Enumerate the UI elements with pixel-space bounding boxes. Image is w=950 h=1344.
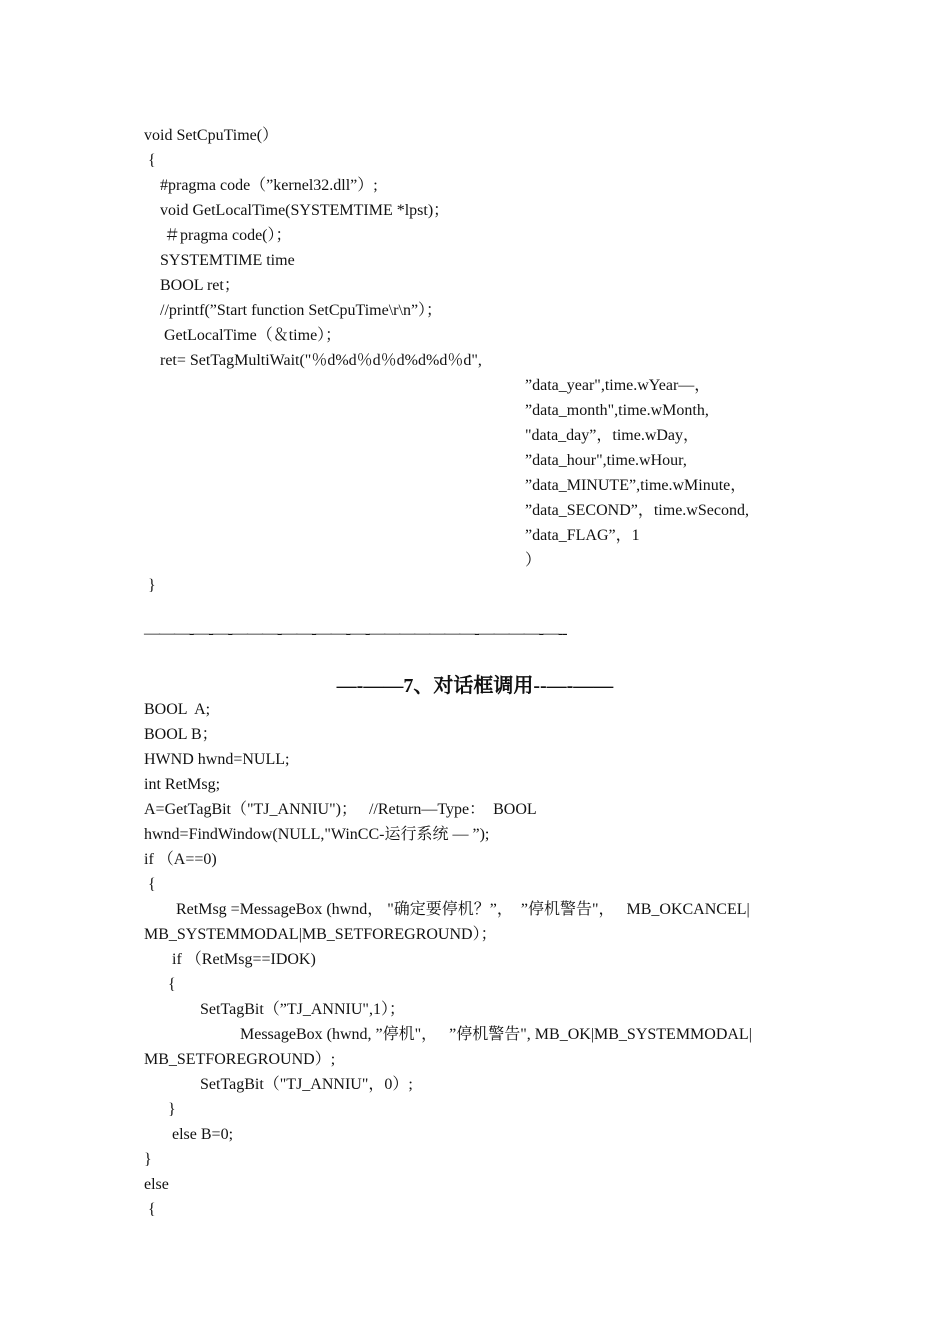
code-line: SYSTEMTIME time xyxy=(144,252,295,269)
code-arg-line: ”data_year",time.wYear—， xyxy=(525,377,711,394)
code-line: } xyxy=(144,577,156,594)
code-line: MessageBox (hwnd, ”停机"， ”停机警告", MB_OK|MB_SYSTEMMODAL| xyxy=(144,1026,752,1043)
code-line: else B=0; xyxy=(144,1126,234,1143)
code-line: { xyxy=(144,976,176,993)
code-line: void GetLocalTime(SYSTEMTIME *lpst)； xyxy=(144,202,450,219)
code-line: void SetCpuTime(） xyxy=(144,127,279,144)
code-line: ＃pragma code(）； xyxy=(144,227,292,244)
code-line: hwnd=FindWindow(NULL,"WinCC-运行系统 — ”); xyxy=(144,826,490,843)
section-heading: —-——7、对话框调用--—-—— xyxy=(336,675,614,697)
code-line: } xyxy=(144,1151,152,1168)
code-line: { xyxy=(144,1201,156,1218)
code-arg-line: ”data_month",time.wMonth, xyxy=(525,402,709,419)
code-line: HWND hwnd=NULL; xyxy=(144,751,290,768)
code-line: A=GetTagBit（"TJ_ANNIU")； //Return—Type： BOOL xyxy=(144,801,537,818)
code-line: ret= SetTagMultiWait("％d%d％d％d%d%d％d", xyxy=(144,352,482,369)
code-arg-line: ”data_hour",time.wHour, xyxy=(525,452,687,469)
code-line: #pragma code（”kernel32.dll”）; xyxy=(144,177,378,194)
code-line: GetLocalTime（＆time）； xyxy=(144,327,342,344)
code-line: if （A==0) xyxy=(144,851,217,868)
code-line: } xyxy=(144,1101,176,1118)
code-arg-line: "data_day”，time.wDay， xyxy=(525,427,700,444)
code-line: { xyxy=(144,876,156,893)
code-line: BOOL A; xyxy=(144,701,211,718)
code-arg-line: ”data_MINUTE”,time.wMinute， xyxy=(525,477,747,494)
code-line: MB_SYSTEMMODAL|MB_SETFOREGROUND）； xyxy=(144,926,497,943)
code-line: int RetMsg; xyxy=(144,776,221,793)
code-arg-line: ”data_SECOND”，time.wSecond, xyxy=(525,502,749,519)
code-line: //printf(”Start function SetCpuTime\r\n”）； xyxy=(144,302,443,319)
code-line: { xyxy=(144,152,156,169)
code-line: MB_SETFOREGROUND）; xyxy=(144,1051,336,1068)
code-line: SetTagBit（”TJ_ANNIU",1）； xyxy=(144,1001,405,1018)
code-line: else xyxy=(144,1176,169,1193)
code-line: SetTagBit（"TJ_ANNIU"，0）; xyxy=(144,1076,413,1093)
divider-line: ———-—-—-———-——-——-—-———————-————-—-- xyxy=(144,625,567,642)
code-line: BOOL B； xyxy=(144,726,218,743)
code-line: RetMsg =MessageBox (hwnd， "确定要停机？”， ”停机警告"， MB_OKCANCEL| xyxy=(144,901,750,918)
code-line: BOOL ret； xyxy=(144,277,240,294)
code-arg-line: ”data_FLAG”，1 xyxy=(525,527,640,544)
code-line: if （RetMsg==IDOK) xyxy=(144,951,316,968)
code-arg-line: ） xyxy=(525,552,542,569)
